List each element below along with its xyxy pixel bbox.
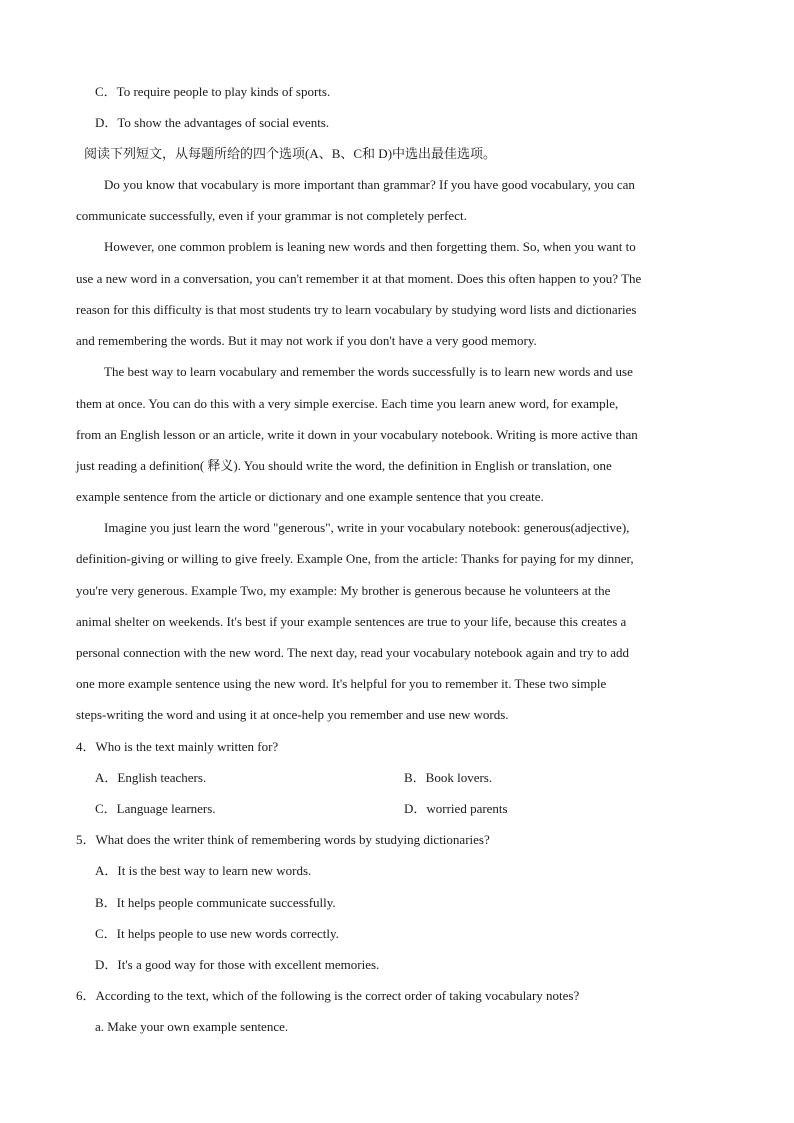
option-a: A．It is the best way to learn new words. xyxy=(95,863,312,878)
passage-line: animal shelter on weekends. It's best if your example sentences are true to your life, because this creates a xyxy=(76,614,627,629)
passage-line: personal connection with the new word. The next day, read your vocabulary notebook again and try to add xyxy=(76,645,630,660)
passage-line: communicate successfully, even if your grammar is not completely perfect. xyxy=(76,208,467,223)
passage-line: However, one common problem is leaning new words and then forgetting them. So, when you want to xyxy=(104,239,636,254)
option-b: B．Book lovers. xyxy=(404,770,493,785)
option-b: B．It helps people communicate successfully. xyxy=(95,895,336,910)
passage-line: use a new word in a conversation, you can't remember it at that moment. Does this often happen to you? The xyxy=(76,271,642,286)
question-stem: 4．Who is the text mainly written for? xyxy=(76,739,279,754)
passage-line: Do you know that vocabulary is more important than grammar? If you have good vocabulary, you can xyxy=(104,177,635,192)
option-c: C．It helps people to use new words correctly. xyxy=(95,926,339,941)
option-a: A．English teachers. xyxy=(95,770,207,785)
passage-line: The best way to learn vocabulary and remember the words successfully is to learn new words and use xyxy=(104,364,633,379)
passage-line: just reading a definition( 释义). You should write the word, the definition in English or translation, one xyxy=(76,458,612,473)
passage-line: one more example sentence using the new word. It's helpful for you to remember it. These two simple xyxy=(76,676,607,691)
option-d: D．To show the advantages of social events. xyxy=(95,115,330,130)
option-d: D．It's a good way for those with excellent memories. xyxy=(95,957,380,972)
step-a: a. Make your own example sentence. xyxy=(95,1019,289,1034)
question-stem: 5．What does the writer think of remembering words by studying dictionaries? xyxy=(76,832,490,847)
passage-line: reason for this difficulty is that most students try to learn vocabulary by studying word lists and dictionaries xyxy=(76,302,637,317)
passage-line: from an English lesson or an article, write it down in your vocabulary notebook. Writing is more active than xyxy=(76,427,638,442)
passage-line: Imagine you just learn the word "generous", write in your vocabulary notebook: generous(adjective), xyxy=(104,520,630,535)
passage-line: example sentence from the article or dictionary and one example sentence that you create. xyxy=(76,489,544,504)
passage-line: and remembering the words. But it may not work if you don't have a very good memory. xyxy=(76,333,537,348)
question-stem: 6．According to the text, which of the following is the correct order of taking vocabulary notes? xyxy=(76,988,580,1003)
section-instructions: 阅读下列短文，从每题所给的四个选项(A、B、C和 D)中选出最佳选项。 xyxy=(84,146,497,161)
passage-line: definition-giving or willing to give freely. Example One, from the article: Thanks for paying for my dinner, xyxy=(76,551,634,566)
passage-line: you're very generous. Example Two, my example: My brother is generous because he volunteers at the xyxy=(76,583,611,598)
option-c: C．To require people to play kinds of sports. xyxy=(95,84,331,99)
passage-line: them at once. You can do this with a very simple exercise. Each time you learn anew word, for example, xyxy=(76,396,619,411)
option-d: D．worried parents xyxy=(404,801,508,816)
passage-line: steps-writing the word and using it at once-help you remember and use new words. xyxy=(76,707,509,722)
option-c: C．Language learners. xyxy=(95,801,216,816)
